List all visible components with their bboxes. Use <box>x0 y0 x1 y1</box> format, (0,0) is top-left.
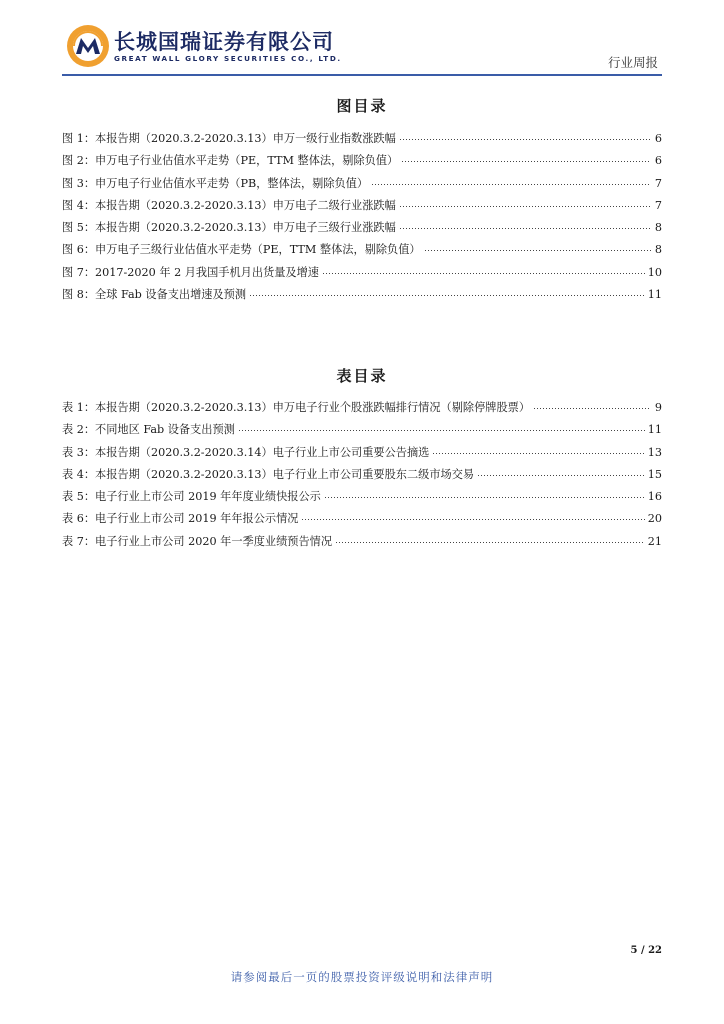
report-type: 行业周报 <box>607 55 658 70</box>
toc-dot-leader <box>324 497 645 498</box>
toc-entry-page: 8 <box>654 243 662 257</box>
figure-toc-entry[interactable] <box>62 241 662 263</box>
table-toc-entry[interactable] <box>62 399 662 421</box>
toc-dot-leader <box>249 295 645 296</box>
toc-dot-leader <box>371 184 651 185</box>
table-toc-entry[interactable] <box>62 510 662 532</box>
brand-name-cn: 长城国瑞证券有限公司 <box>114 30 334 54</box>
toc-entry-label: 表 7：电子行业上市公司 2020 年一季度业绩预告情况 <box>62 534 333 548</box>
toc-entry-label: 表 5：电子行业上市公司 2019 年年度业绩快报公示 <box>62 490 321 504</box>
toc-entry-label: 表 4：本报告期（2020.3.2-2020.3.13）电子行业上市公司重要股东二级市场交易 <box>62 467 475 481</box>
toc-dot-leader <box>301 519 644 520</box>
header-divider <box>62 74 662 76</box>
toc-dot-leader <box>533 408 651 409</box>
toc-entry-page: 21 <box>647 534 662 548</box>
table-toc-entry[interactable] <box>62 466 662 488</box>
table-toc-entry[interactable] <box>62 444 662 466</box>
toc-entry-label: 图 6：申万电子三级行业估值水平走势（PE，TTM 整体法，剔除负值） <box>62 243 421 257</box>
page-header <box>62 20 662 80</box>
toc-dot-leader <box>399 139 651 140</box>
figure-toc-entry[interactable] <box>62 175 662 197</box>
toc-dot-leader <box>401 161 651 162</box>
figure-toc-entry[interactable] <box>62 219 662 241</box>
toc-entry-label: 表 3：本报告期（2020.3.2-2020.3.14）电子行业上市公司重要公告摘选 <box>62 445 430 459</box>
toc-dot-leader <box>432 453 644 454</box>
toc-entry-label: 图 3：申万电子行业估值水平走势（PB，整体法，剔除负值） <box>62 176 369 190</box>
page-number: 5 / 22 <box>630 945 662 956</box>
toc-entry-label: 表 1：本报告期（2020.3.2-2020.3.13）申万电子行业个股涨跌幅排行情况（剔除停牌股票） <box>62 401 531 414</box>
toc-dot-leader <box>335 542 645 543</box>
table-toc-entry[interactable] <box>62 533 662 555</box>
toc-entry-page: 15 <box>647 467 662 481</box>
toc-dot-leader <box>322 273 645 274</box>
figure-toc-entry[interactable] <box>62 286 662 308</box>
toc-entry-page: 13 <box>647 445 662 459</box>
table-toc-entry[interactable] <box>62 488 662 510</box>
toc-entry-page: 10 <box>647 265 662 279</box>
toc-entry-label: 表 6：电子行业上市公司 2019 年年报公示情况 <box>62 512 299 526</box>
tables-toc-title: 表目录 <box>336 367 388 385</box>
toc-entry-page: 7 <box>654 176 662 190</box>
toc-entry-page: 6 <box>654 132 662 145</box>
toc-entry-page: 20 <box>647 512 662 526</box>
brand-name-en: GREAT WALL GLORY SECURITIES CO., LTD. <box>114 54 342 63</box>
toc-dot-leader <box>238 430 645 431</box>
figure-toc-entry[interactable] <box>62 197 662 219</box>
toc-entry-label: 图 1：本报告期（2020.3.2-2020.3.13）申万一级行业指数涨跌幅 <box>62 132 396 145</box>
toc-dot-leader <box>424 250 651 251</box>
toc-entry-page: 11 <box>647 423 662 437</box>
toc-entry-page: 11 <box>647 288 662 302</box>
toc-entry-label: 图 7：2017-2020 年 2 月我国手机月出货量及增速 <box>62 265 319 279</box>
table-toc-entry[interactable] <box>62 421 662 443</box>
toc-dot-leader <box>399 206 651 207</box>
toc-dot-leader <box>477 475 645 476</box>
figure-toc-entry[interactable] <box>62 130 662 152</box>
toc-entry-page: 9 <box>654 401 662 414</box>
toc-entry-page: 8 <box>654 221 662 235</box>
figures-toc-title: 图目录 <box>336 97 388 115</box>
toc-entry-label: 图 4：本报告期（2020.3.2-2020.3.13）申万电子二级行业涨跌幅 <box>62 198 396 212</box>
figure-toc-entry[interactable] <box>62 264 662 286</box>
toc-dot-leader <box>399 228 651 229</box>
toc-entry-label: 图 8：全球 Fab 设备支出增速及预测 <box>62 288 247 302</box>
toc-entry-page: 7 <box>654 198 662 212</box>
figures-toc <box>62 130 662 308</box>
company-logo-icon <box>66 24 110 68</box>
toc-entry-label: 表 2：不同地区 Fab 设备支出预测 <box>62 423 235 437</box>
toc-entry-label: 图 5：本报告期（2020.3.2-2020.3.13）申万电子三级行业涨跌幅 <box>62 221 396 235</box>
tables-toc <box>62 399 662 555</box>
footer-disclaimer: 请参阅最后一页的股票投资评级说明和法律声明 <box>230 970 494 984</box>
toc-entry-page: 6 <box>654 154 662 168</box>
toc-entry-label: 图 2：申万电子行业估值水平走势（PE，TTM 整体法，剔除负值） <box>62 154 399 168</box>
toc-entry-page: 16 <box>647 490 662 504</box>
figure-toc-entry[interactable] <box>62 152 662 174</box>
